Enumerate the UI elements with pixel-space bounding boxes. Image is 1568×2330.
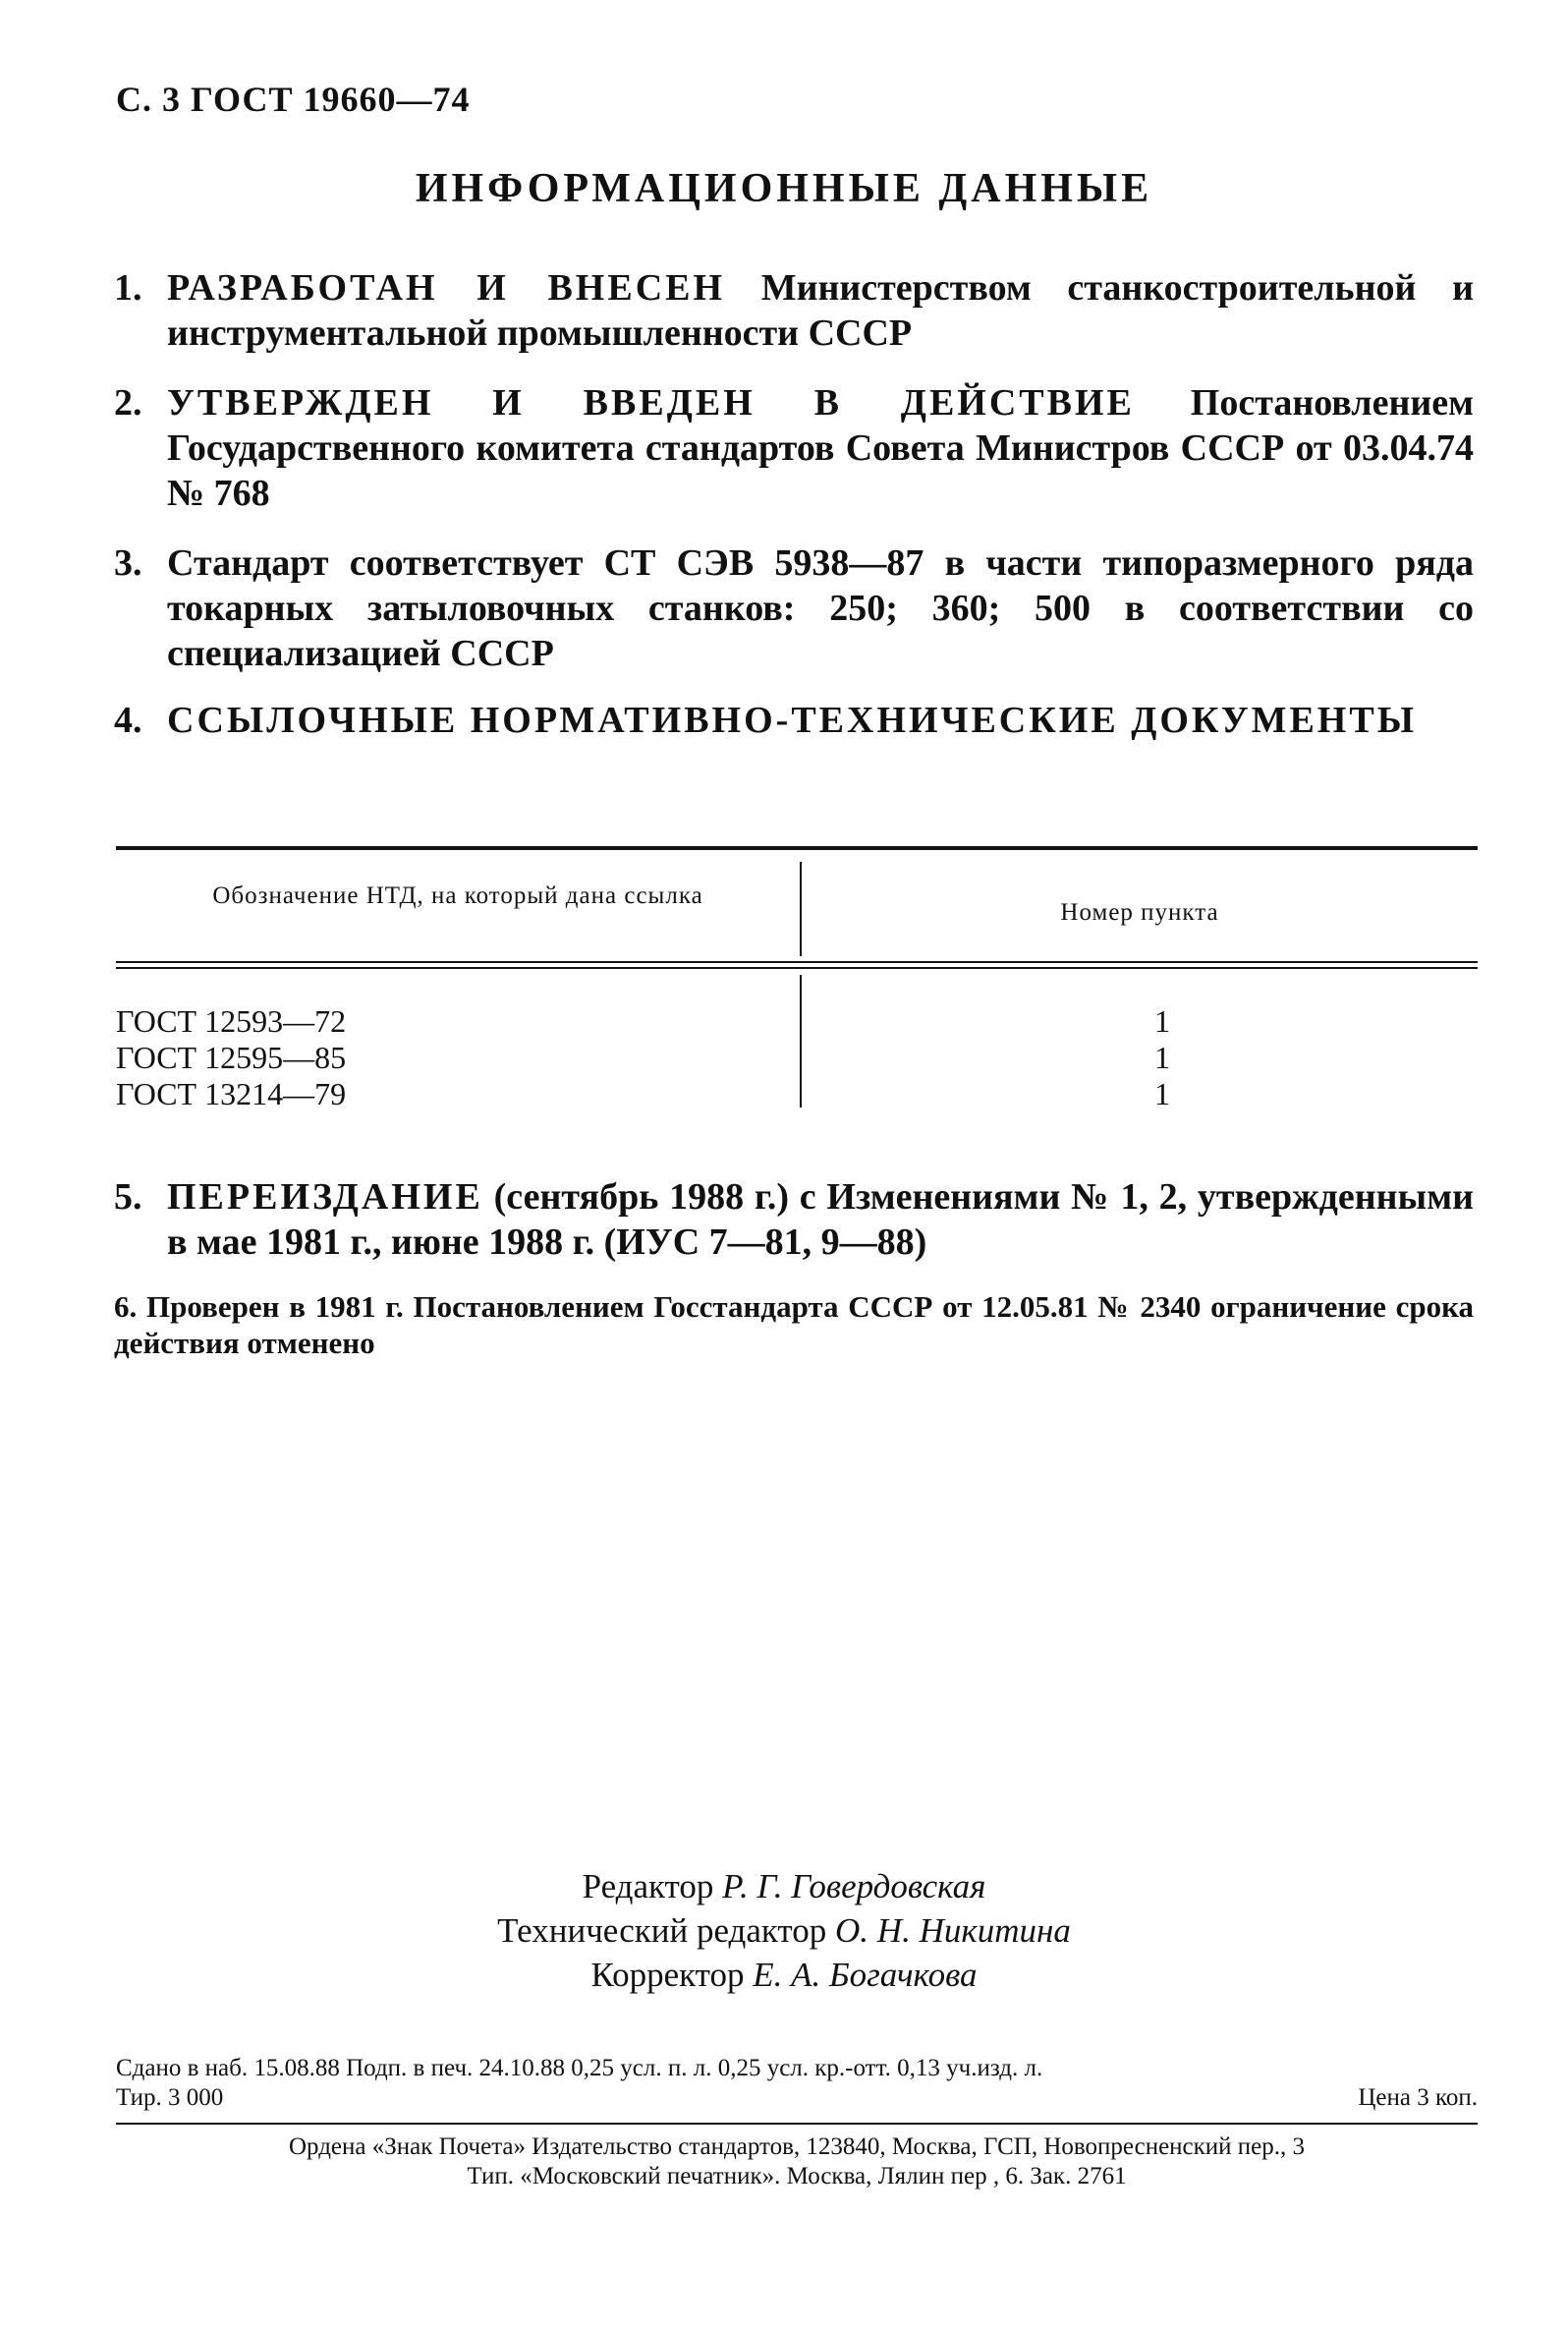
table-header-rule: [116, 967, 1478, 969]
table-cell-doc: ГОСТ 13214—79: [116, 1076, 347, 1111]
credit-editor: [0, 1865, 1568, 1908]
credit-role: Технический редактор: [497, 1911, 827, 1950]
document-title: ИНФОРМАЦИОННЫЕ ДАННЫЕ: [415, 166, 1153, 211]
table-header-designation: Обозначение НТД, на который дана ссылка: [212, 882, 703, 909]
table-header-clause: Номер пункта: [1060, 899, 1219, 926]
table-header-rule: [116, 961, 1478, 963]
item-number: 2.: [114, 382, 142, 424]
item-text: Постановлением Государственного комитета стандартов Совета Министров СССР от 03.04.74 № 768: [167, 382, 1475, 514]
credit-name: Р. Г. Говердовская: [722, 1867, 986, 1905]
credit-role: Корректор: [590, 1956, 745, 1994]
item-number: 4.: [114, 700, 142, 741]
imprint-price: Цена 3 коп.: [1358, 2084, 1478, 2111]
table-cell-doc: ГОСТ 12593—72: [116, 1003, 347, 1039]
credit-role: Редактор: [582, 1867, 714, 1905]
item-heading: ПЕРЕИЗДАНИЕ: [167, 1176, 483, 1218]
publisher-line: Ордена «Знак Почета» Издательство стандартов, 123840, Москва, ГСП, Новопресненский пер., 3: [288, 2133, 1306, 2160]
item-heading: УТВЕРЖДЕН И ВВЕДЕН В ДЕЙСТВИЕ: [167, 382, 1135, 424]
table-body-divider: [800, 975, 802, 1108]
publisher-block: [116, 2132, 1478, 2191]
item-text: (сентябрь 1988 г.) с Изменениями № 1, 2, утвержденными в мае 1981 г., июне 1988 г. (ИУС 7—81, 9—88): [167, 1176, 1474, 1263]
item-text: ССЫЛОЧНЫЕ НОРМАТИВНО-ТЕХНИЧЕСКИЕ ДОКУМЕНТЫ: [167, 700, 1418, 741]
item-text: Стандарт соответствует СТ СЭВ 5938—87 в части типоразмерного ряда токарных затыловочных станков: 250; 360; 500 в соответствии со специализацией СССР: [167, 542, 1474, 674]
table-top-rule: [116, 846, 1478, 850]
credit-technical-editor: [0, 1909, 1568, 1953]
page-header: С. 3 ГОСТ 19660—74: [116, 80, 471, 119]
imprint-divider: [116, 2123, 1478, 2125]
printer-line: Тип. «Московский печатник». Москва, Лялин пер , 6. Зак. 2761: [467, 2163, 1127, 2189]
table-cell-doc: ГОСТ 12595—85: [116, 1040, 347, 1075]
table-cell-clause: 1: [1154, 1076, 1170, 1111]
imprint-print-run: Тир. 3 000: [116, 2084, 224, 2111]
imprint-line: Сдано в наб. 15.08.88 Подп. в печ. 24.10.88 0,25 усл. п. л. 0,25 усл. кр.-отт. 0,13 уч.изд. л.: [116, 2055, 1043, 2081]
table-cell-clause: 1: [1154, 1003, 1170, 1039]
table-row: [116, 1003, 346, 1040]
table-cell-clause: 1: [1154, 1040, 1170, 1075]
info-item-6: [114, 1288, 1474, 1361]
item-number: 6.: [114, 1289, 138, 1324]
info-item-5: [114, 1174, 1474, 1265]
item-heading: РАЗРАБОТАН И ВНЕСЕН: [167, 267, 726, 309]
info-item-3: [114, 540, 1474, 676]
credit-proofreader: [0, 1954, 1568, 1997]
table-row: [116, 1040, 346, 1076]
info-item-4: [114, 698, 1474, 743]
item-number: 5.: [114, 1176, 142, 1218]
item-number: 3.: [114, 542, 142, 584]
info-item-1: [114, 265, 1474, 356]
credit-name: О. Н. Никитина: [835, 1911, 1071, 1950]
table-row: [116, 1076, 346, 1112]
credit-name: Е. А. Богачкова: [753, 1956, 978, 1994]
item-number: 1.: [114, 267, 142, 309]
item-text: Проверен в 1981 г. Постановлением Госстандарта СССР от 12.05.81 № 2340 ограничение срока действия отменено: [114, 1289, 1474, 1360]
imprint-block: [116, 2054, 1478, 2113]
info-item-2: [114, 380, 1474, 516]
item-text: Министерством станкостроительной и инструментальной промышленности СССР: [167, 267, 1474, 354]
